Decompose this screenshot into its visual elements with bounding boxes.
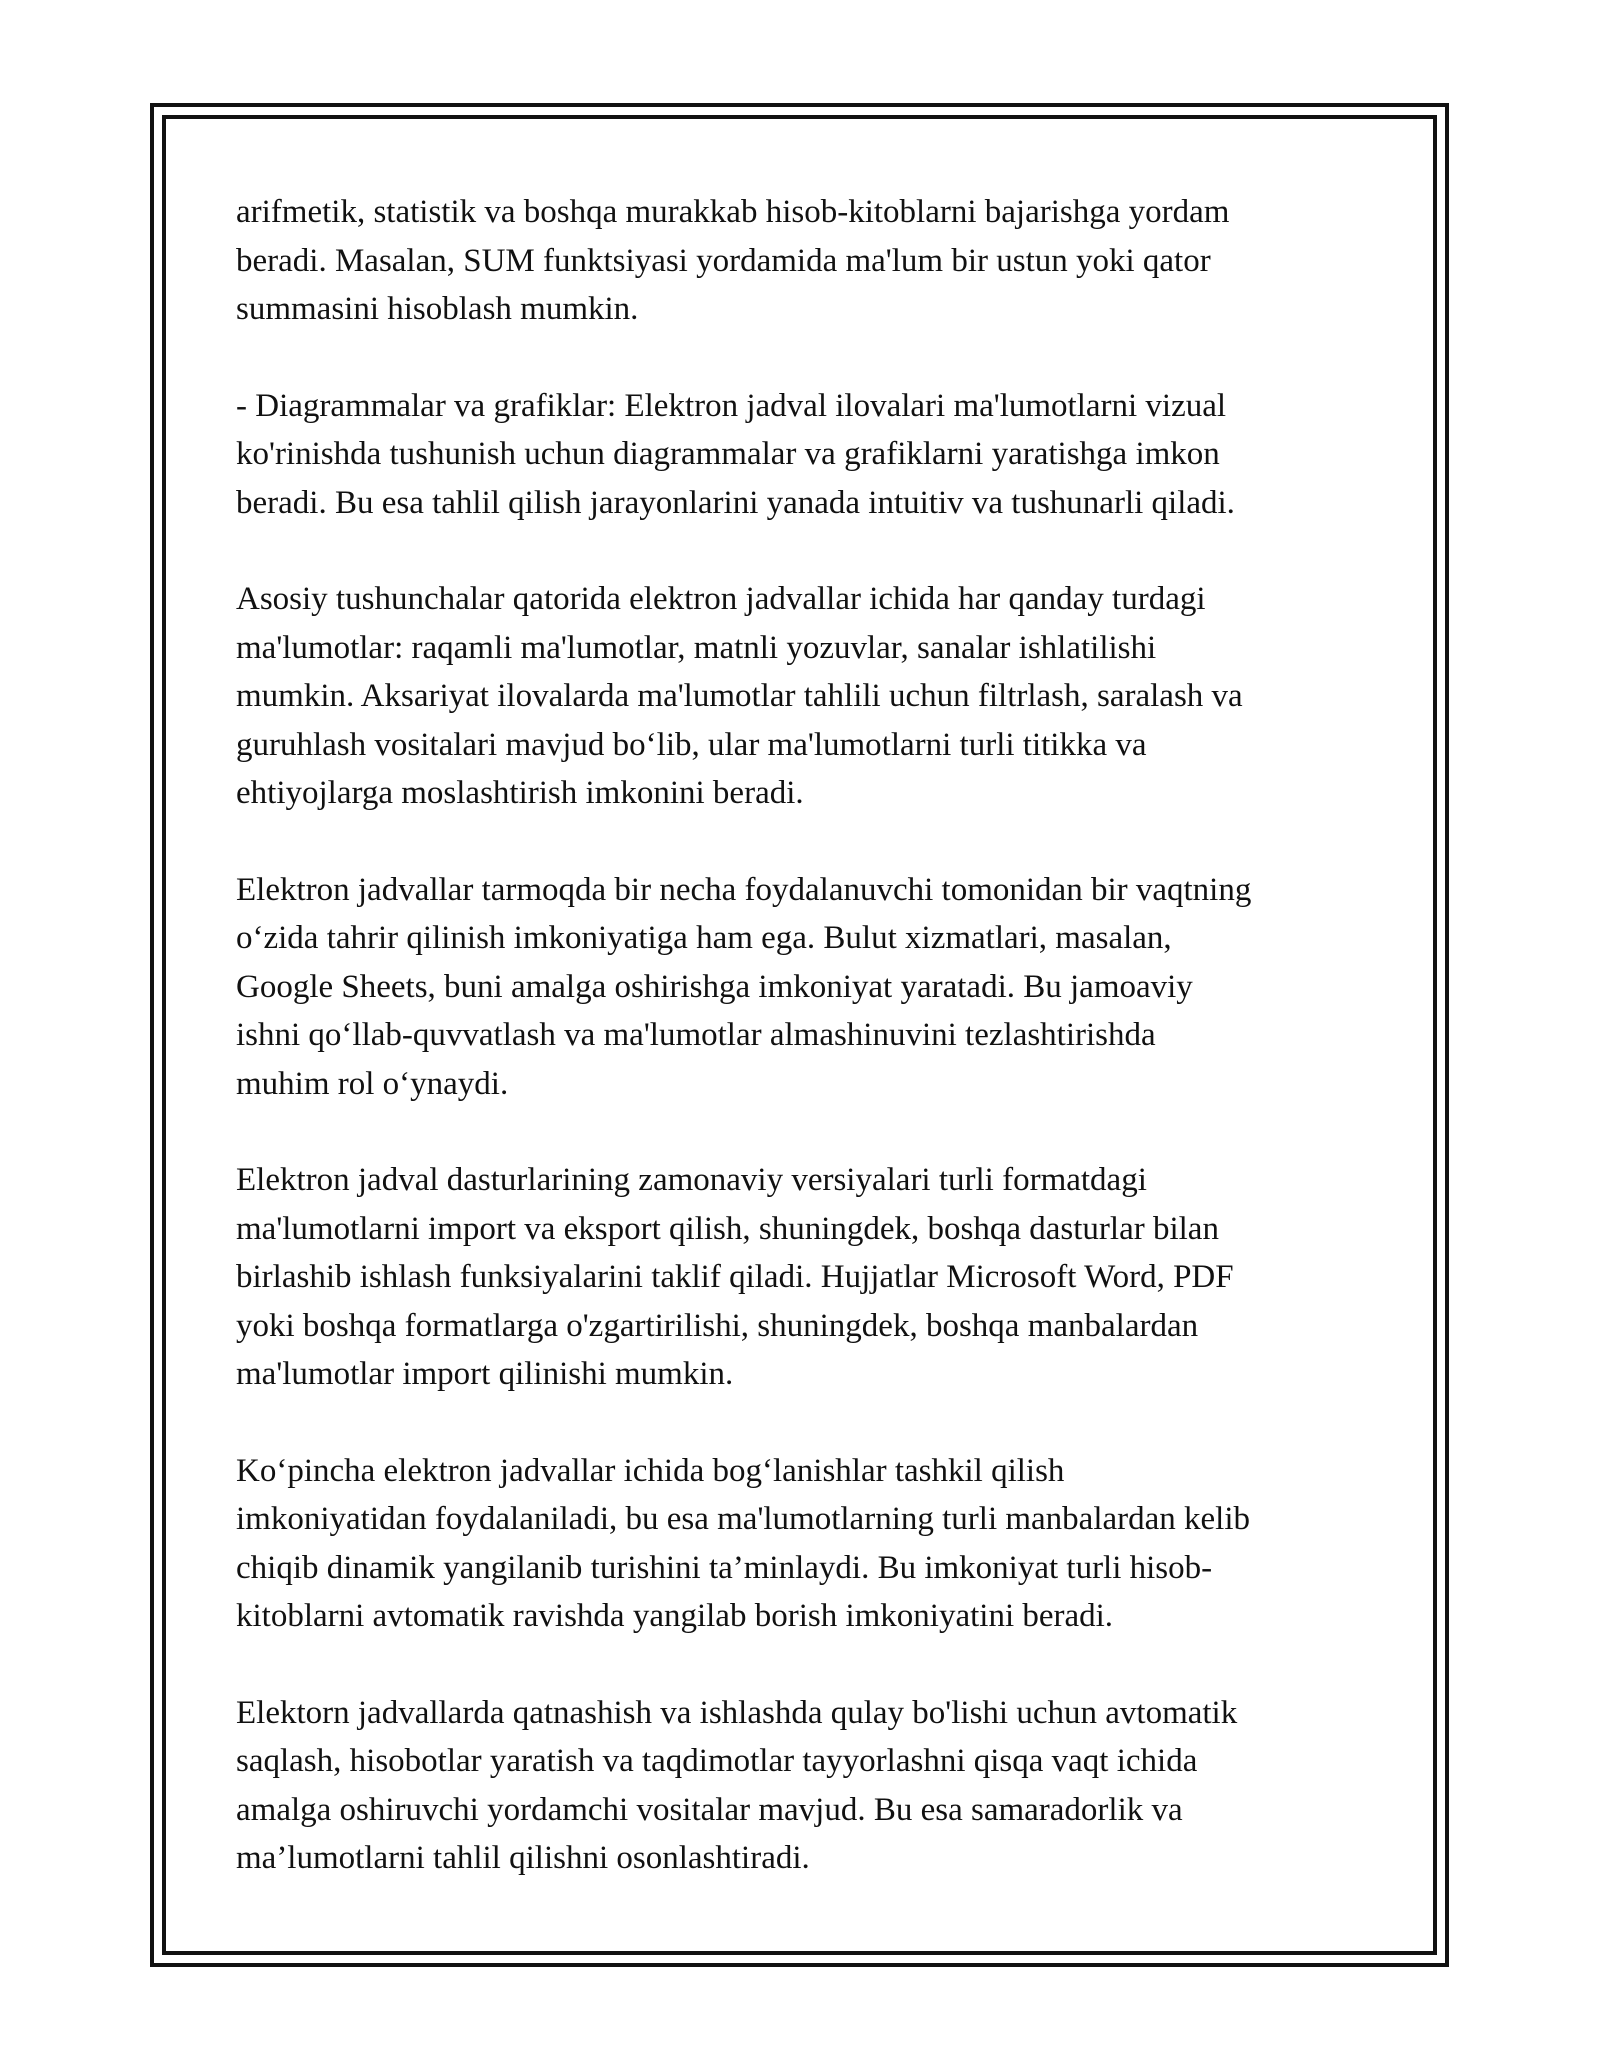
text-line: ehtiyojlarga moslashtirish imkonini beradi. bbox=[236, 775, 804, 811]
paragraph-arithmetic-functions bbox=[236, 188, 1376, 334]
text-line: Asosiy tushunchalar qatorida elektron jadvallar ichida har qanday turdagi bbox=[236, 581, 1206, 617]
text-line: ma’lumotlarni tahlil qilishni osonlashtiradi. bbox=[236, 1840, 810, 1876]
paragraph-links bbox=[236, 1447, 1376, 1641]
text-line: imkoniyatidan foydalaniladi, bu esa ma'lumotlarning turli manbalardan kelib bbox=[236, 1501, 1251, 1537]
text-line: birlashib ishlash funksiyalarini taklif qiladi. Hujjatlar Microsoft Word, PDF bbox=[236, 1259, 1234, 1295]
text-line: saqlash, hisobotlar yaratish va taqdimotlar tayyorlashni qisqa vaqt ichida bbox=[236, 1743, 1198, 1779]
text-line: ma'lumotlar: raqamli ma'lumotlar, matnli yozuvlar, sanalar ishlatilishi bbox=[236, 629, 1157, 666]
text-line: ma'lumotlar import qilinishi mumkin. bbox=[236, 1356, 734, 1392]
text-line: Google Sheets, buni amalga oshirishga imkoniyat yaratadi. Bu jamoaviy bbox=[236, 968, 1193, 1005]
text-line: - Diagrammalar va grafiklar: Elektron jadval ilovalari ma'lumotlarni vizual bbox=[236, 387, 1227, 424]
text-line: kitoblarni avtomatik ravishda yangilab borish imkoniyatini beradi. bbox=[236, 1598, 1114, 1634]
text-line: ma'lumotlarni import va eksport qilish, shuningdek, boshqa dasturlar bilan bbox=[236, 1210, 1219, 1247]
text-line: ko'rinishda tushunish uchun diagrammalar va grafiklarni yaratishga imkon bbox=[236, 436, 1220, 472]
paragraph-charts bbox=[236, 382, 1376, 528]
text-line: Elektron jadvallar tarmoqda bir necha foydalanuvchi tomonidan bir vaqtning bbox=[236, 871, 1252, 908]
text-line: arifmetik, statistik va boshqa murakkab hisob-kitoblarni bajarishga yordam bbox=[236, 194, 1230, 230]
text-line: beradi. Masalan, SUM funktsiyasi yordamida ma'lum bir ustun yoki qator bbox=[236, 242, 1211, 279]
text-line: Elektron jadval dasturlarining zamonaviy versiyalari turli formatdagi bbox=[236, 1162, 1147, 1198]
text-line: Ko‘pincha elektron jadvallar ichida bog‘lanishlar tashkil qilish bbox=[236, 1452, 1065, 1489]
text-line: mumkin. Aksariyat ilovalarda ma'lumotlar tahlili uchun filtrlash, saralash va bbox=[236, 678, 1243, 714]
text-line: yoki boshqa formatlarga o'zgartirilishi, shuningdek, boshqa manbalardan bbox=[236, 1307, 1199, 1344]
text-line: summasini hisoblash mumkin. bbox=[236, 291, 639, 327]
text-line: chiqib dinamik yangilanib turishini ta’minlaydi. Bu imkoniyat turli hisob- bbox=[236, 1549, 1213, 1586]
text-line: beradi. Bu esa tahlil qilish jarayonlarini yanada intuitiv va tushunarli qiladi. bbox=[236, 484, 1235, 521]
text-line: Elektorn jadvallarda qatnashish va ishlashda qulay bo'lishi uchun avtomatik bbox=[236, 1694, 1238, 1731]
paragraph-autosave bbox=[236, 1689, 1376, 1883]
text-line: guruhlash vositalari mavjud bo‘lib, ular ma'lumotlarni turli titikka va bbox=[236, 726, 1147, 763]
text-line: amalga oshiruvchi yordamchi vositalar mavjud. Bu esa samaradorlik va bbox=[236, 1791, 1183, 1828]
document-body bbox=[236, 188, 1376, 1931]
text-line: o‘zida tahrir qilinish imkoniyatiga ham ega. Bulut xizmatlari, masalan, bbox=[236, 920, 1172, 956]
text-line: ishni qo‘llab-quvvatlash va ma'lumotlar almashinuvini tezlashtirishda bbox=[236, 1017, 1156, 1053]
paragraph-data-types bbox=[236, 575, 1376, 818]
paragraph-collaboration bbox=[236, 866, 1376, 1109]
text-line: muhim rol o‘ynaydi. bbox=[236, 1065, 509, 1102]
paragraph-import-export bbox=[236, 1156, 1376, 1399]
